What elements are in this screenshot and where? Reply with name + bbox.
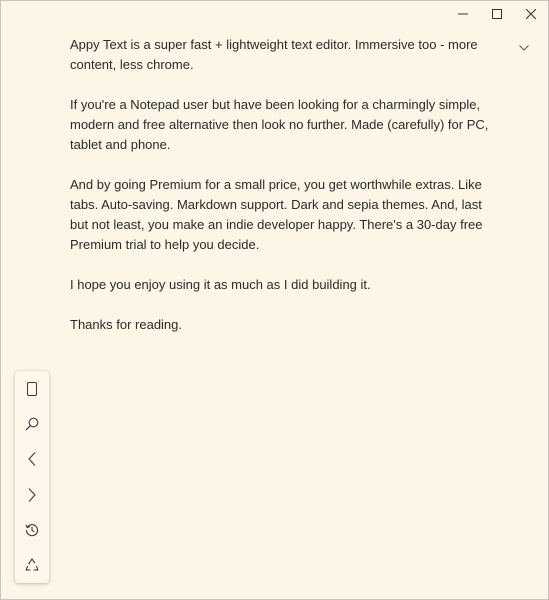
close-icon xyxy=(526,9,536,19)
recycle-button[interactable] xyxy=(15,547,49,582)
paragraph: And by going Premium for a small price, you get worthwhile extras. Like tabs. Auto-saving. Markdown support. Dark and sepia themes. And, last but not least, you make an indie developer happy. There's a 30-day free Premium trial to help you decide. xyxy=(70,177,483,252)
window-controls xyxy=(446,1,548,29)
history-button[interactable] xyxy=(15,512,49,547)
back-button[interactable] xyxy=(15,442,49,477)
recycle-icon xyxy=(25,558,39,572)
paragraph: I hope you enjoy using it as much as I did building it. xyxy=(70,277,371,292)
paragraph: If you're a Notepad user but have been looking for a charmingly simple, modern and free alternative then look no further. Made (carefully) for PC, tablet and phone. xyxy=(70,97,489,152)
history-icon xyxy=(25,523,39,537)
minimize-icon xyxy=(458,9,468,19)
close-button[interactable] xyxy=(514,1,548,27)
maximize-icon xyxy=(492,9,502,19)
side-toolbar xyxy=(15,371,49,583)
page-icon xyxy=(26,382,38,396)
new-page-button[interactable] xyxy=(15,371,49,406)
search-button[interactable] xyxy=(15,406,49,441)
paragraph: Appy Text is a super fast + lightweight text editor. Immersive too - more content, less chrome. xyxy=(70,37,478,72)
collapse-button[interactable] xyxy=(516,41,532,55)
maximize-button[interactable] xyxy=(480,1,514,27)
forward-button[interactable] xyxy=(15,477,49,512)
chevron-right-icon xyxy=(28,488,36,502)
paragraph: Thanks for reading. xyxy=(70,317,183,332)
text-editor[interactable] xyxy=(70,35,500,355)
search-icon xyxy=(25,417,39,431)
chevron-left-icon xyxy=(28,452,36,466)
minimize-button[interactable] xyxy=(446,1,480,27)
chevron-down-icon xyxy=(519,45,529,51)
